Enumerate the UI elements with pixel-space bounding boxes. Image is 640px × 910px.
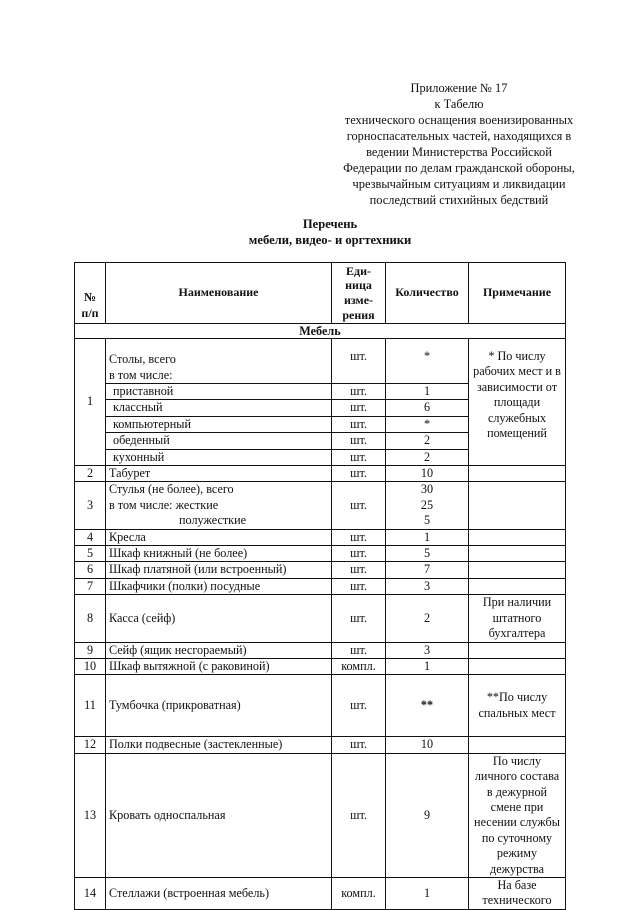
subrow-unit: шт. xyxy=(332,416,386,432)
appendix-line: технического оснащения военизированных xyxy=(344,113,574,127)
row-name: Шкаф вытяжной (с раковиной) xyxy=(106,658,332,674)
row-num: 8 xyxy=(75,595,106,642)
subrow-qty: 2 xyxy=(386,433,469,449)
table-row xyxy=(75,753,566,877)
section-row xyxy=(75,324,566,339)
qty-line: 5 xyxy=(423,513,431,528)
row-unit: компл. xyxy=(332,658,386,674)
header-unit: Еди- ница изме- рения xyxy=(332,263,386,324)
title-line-1: Перечень xyxy=(302,217,358,231)
row-name-line: полужесткие xyxy=(179,513,247,528)
table-row xyxy=(75,578,566,594)
row-note: На базе технического xyxy=(469,877,566,909)
row-name-line: в том числе: жесткие xyxy=(109,497,219,512)
row-num: 3 xyxy=(75,482,106,529)
row-unit: шт. xyxy=(332,529,386,545)
header-note: Примечание xyxy=(469,263,566,324)
table-row xyxy=(75,339,566,384)
header-qty: Количество xyxy=(386,263,469,324)
row-note xyxy=(469,658,566,674)
appendix-line: ведении Министерства Российской xyxy=(366,145,552,159)
row-qty: 10 xyxy=(386,466,469,482)
row-unit: шт. xyxy=(332,339,386,384)
subrow-label: классный xyxy=(113,400,163,415)
row-qty: 1 xyxy=(386,529,469,545)
subrow-unit: шт. xyxy=(332,400,386,416)
appendix-line: к Табелю xyxy=(434,97,484,111)
appendix-header xyxy=(318,80,600,208)
table-row xyxy=(75,466,566,482)
row-name: Полки подвесные (застекленные) xyxy=(106,737,332,753)
appendix-line: последствий стихийных бедствий xyxy=(369,193,549,207)
row-unit: шт. xyxy=(332,546,386,562)
row-num: 6 xyxy=(75,562,106,578)
row-note: По числу личного состава в дежурной смене при несении службы по суточному режиму дежурства xyxy=(469,753,566,877)
row-qty: 9 xyxy=(386,753,469,877)
appendix-line: Федерации по делам гражданской обороны, xyxy=(343,161,575,175)
row-qty: 2 xyxy=(386,595,469,642)
row-num: 13 xyxy=(75,753,106,877)
title-line-2: мебели, видео- и оргтехники xyxy=(248,232,412,247)
table-header-row xyxy=(75,263,566,324)
subrow-label: компьютерный xyxy=(113,416,191,431)
header-name: Наименование xyxy=(106,263,332,324)
row-qty: 10 xyxy=(386,737,469,753)
row-num: 9 xyxy=(75,642,106,658)
subrow-qty: 2 xyxy=(386,449,469,465)
row-name: Кресла xyxy=(106,529,332,545)
row-qty: ** xyxy=(386,675,469,737)
row-num: 7 xyxy=(75,578,106,594)
row-name xyxy=(106,482,332,529)
row-unit: шт. xyxy=(332,675,386,737)
row-num: 4 xyxy=(75,529,106,545)
row-qty: * xyxy=(386,339,469,384)
subrow-label: обеденный xyxy=(113,433,170,448)
row-name-line: Столы, всего xyxy=(109,352,176,367)
table-row xyxy=(75,658,566,674)
subrow-name xyxy=(106,400,332,416)
row-note xyxy=(469,482,566,529)
row-qty: 1 xyxy=(386,658,469,674)
qty-line: 30 xyxy=(420,482,434,497)
subrow-name xyxy=(106,449,332,465)
row-unit: шт. xyxy=(332,753,386,877)
row-note xyxy=(469,546,566,562)
table-row xyxy=(75,562,566,578)
document-title xyxy=(70,217,590,248)
row-name: Шкафчики (полки) посудные xyxy=(106,578,332,594)
row-qty: 7 xyxy=(386,562,469,578)
row-num: 2 xyxy=(75,466,106,482)
furniture-table xyxy=(74,262,566,910)
table-row xyxy=(75,546,566,562)
row-name-line: Стулья (не более), всего xyxy=(109,482,234,497)
row-note xyxy=(469,562,566,578)
appendix-line: Приложение № 17 xyxy=(410,81,508,95)
appendix-line: горноспасательных частей, находящихся в xyxy=(346,129,572,143)
row-unit: шт. xyxy=(332,737,386,753)
table-row xyxy=(75,642,566,658)
row-qty: 1 xyxy=(386,877,469,909)
row-note xyxy=(469,737,566,753)
row-name: Сейф (ящик несгораемый) xyxy=(106,642,332,658)
row-qty: 3 xyxy=(386,578,469,594)
subrow-qty: 6 xyxy=(386,400,469,416)
row-note xyxy=(469,466,566,482)
row-name: Кровать односпальная xyxy=(106,753,332,877)
row-note xyxy=(469,642,566,658)
table-row xyxy=(75,529,566,545)
row-num: 12 xyxy=(75,737,106,753)
row-num: 5 xyxy=(75,546,106,562)
subrow-name xyxy=(106,384,332,400)
row-note: * По числу рабочих мест и в зависимости от площади служебных помещений xyxy=(469,339,566,466)
row-num: 10 xyxy=(75,658,106,674)
row-qty xyxy=(386,482,469,529)
subrow-unit: шт. xyxy=(332,384,386,400)
row-name: Табурет xyxy=(106,466,332,482)
subrow-qty: 1 xyxy=(386,384,469,400)
row-num: 11 xyxy=(75,675,106,737)
header-num: № п/п xyxy=(75,263,106,324)
subrow-unit: шт. xyxy=(332,433,386,449)
row-num: 1 xyxy=(75,339,106,466)
subrow-name xyxy=(106,416,332,432)
subrow-label: кухонный xyxy=(113,449,165,464)
section-title: Мебель xyxy=(75,324,566,339)
row-name xyxy=(106,339,332,384)
subrow-name xyxy=(106,433,332,449)
row-name: Шкаф платяной (или встроенный) xyxy=(106,562,332,578)
table-row xyxy=(75,595,566,642)
row-name: Касса (сейф) xyxy=(106,595,332,642)
row-unit: шт. xyxy=(332,578,386,594)
row-qty: 5 xyxy=(386,546,469,562)
row-name: Тумбочка (прикроватная) xyxy=(106,675,332,737)
row-name: Стеллажи (встроенная мебель) xyxy=(106,877,332,909)
row-unit: шт. xyxy=(332,482,386,529)
qty-line: 25 xyxy=(420,497,434,512)
row-name-line: в том числе: xyxy=(109,367,173,382)
row-note xyxy=(469,529,566,545)
row-note: **По числу спальных мест xyxy=(469,675,566,737)
subrow-qty: * xyxy=(386,416,469,432)
table-row xyxy=(75,675,566,737)
row-unit: компл. xyxy=(332,877,386,909)
row-qty: 3 xyxy=(386,642,469,658)
table-row xyxy=(75,482,566,529)
table-row xyxy=(75,737,566,753)
subrow-label: приставной xyxy=(113,384,174,398)
subrow-unit: шт. xyxy=(332,449,386,465)
row-num: 14 xyxy=(75,877,106,909)
row-note: При наличии штатного бухгалтера xyxy=(469,595,566,642)
row-unit: шт. xyxy=(332,562,386,578)
appendix-line: чрезвычайным ситуациям и ликвидации xyxy=(352,177,566,191)
row-unit: шт. xyxy=(332,642,386,658)
row-note xyxy=(469,578,566,594)
row-name: Шкаф книжный (не более) xyxy=(106,546,332,562)
row-unit: шт. xyxy=(332,466,386,482)
row-unit: шт. xyxy=(332,595,386,642)
